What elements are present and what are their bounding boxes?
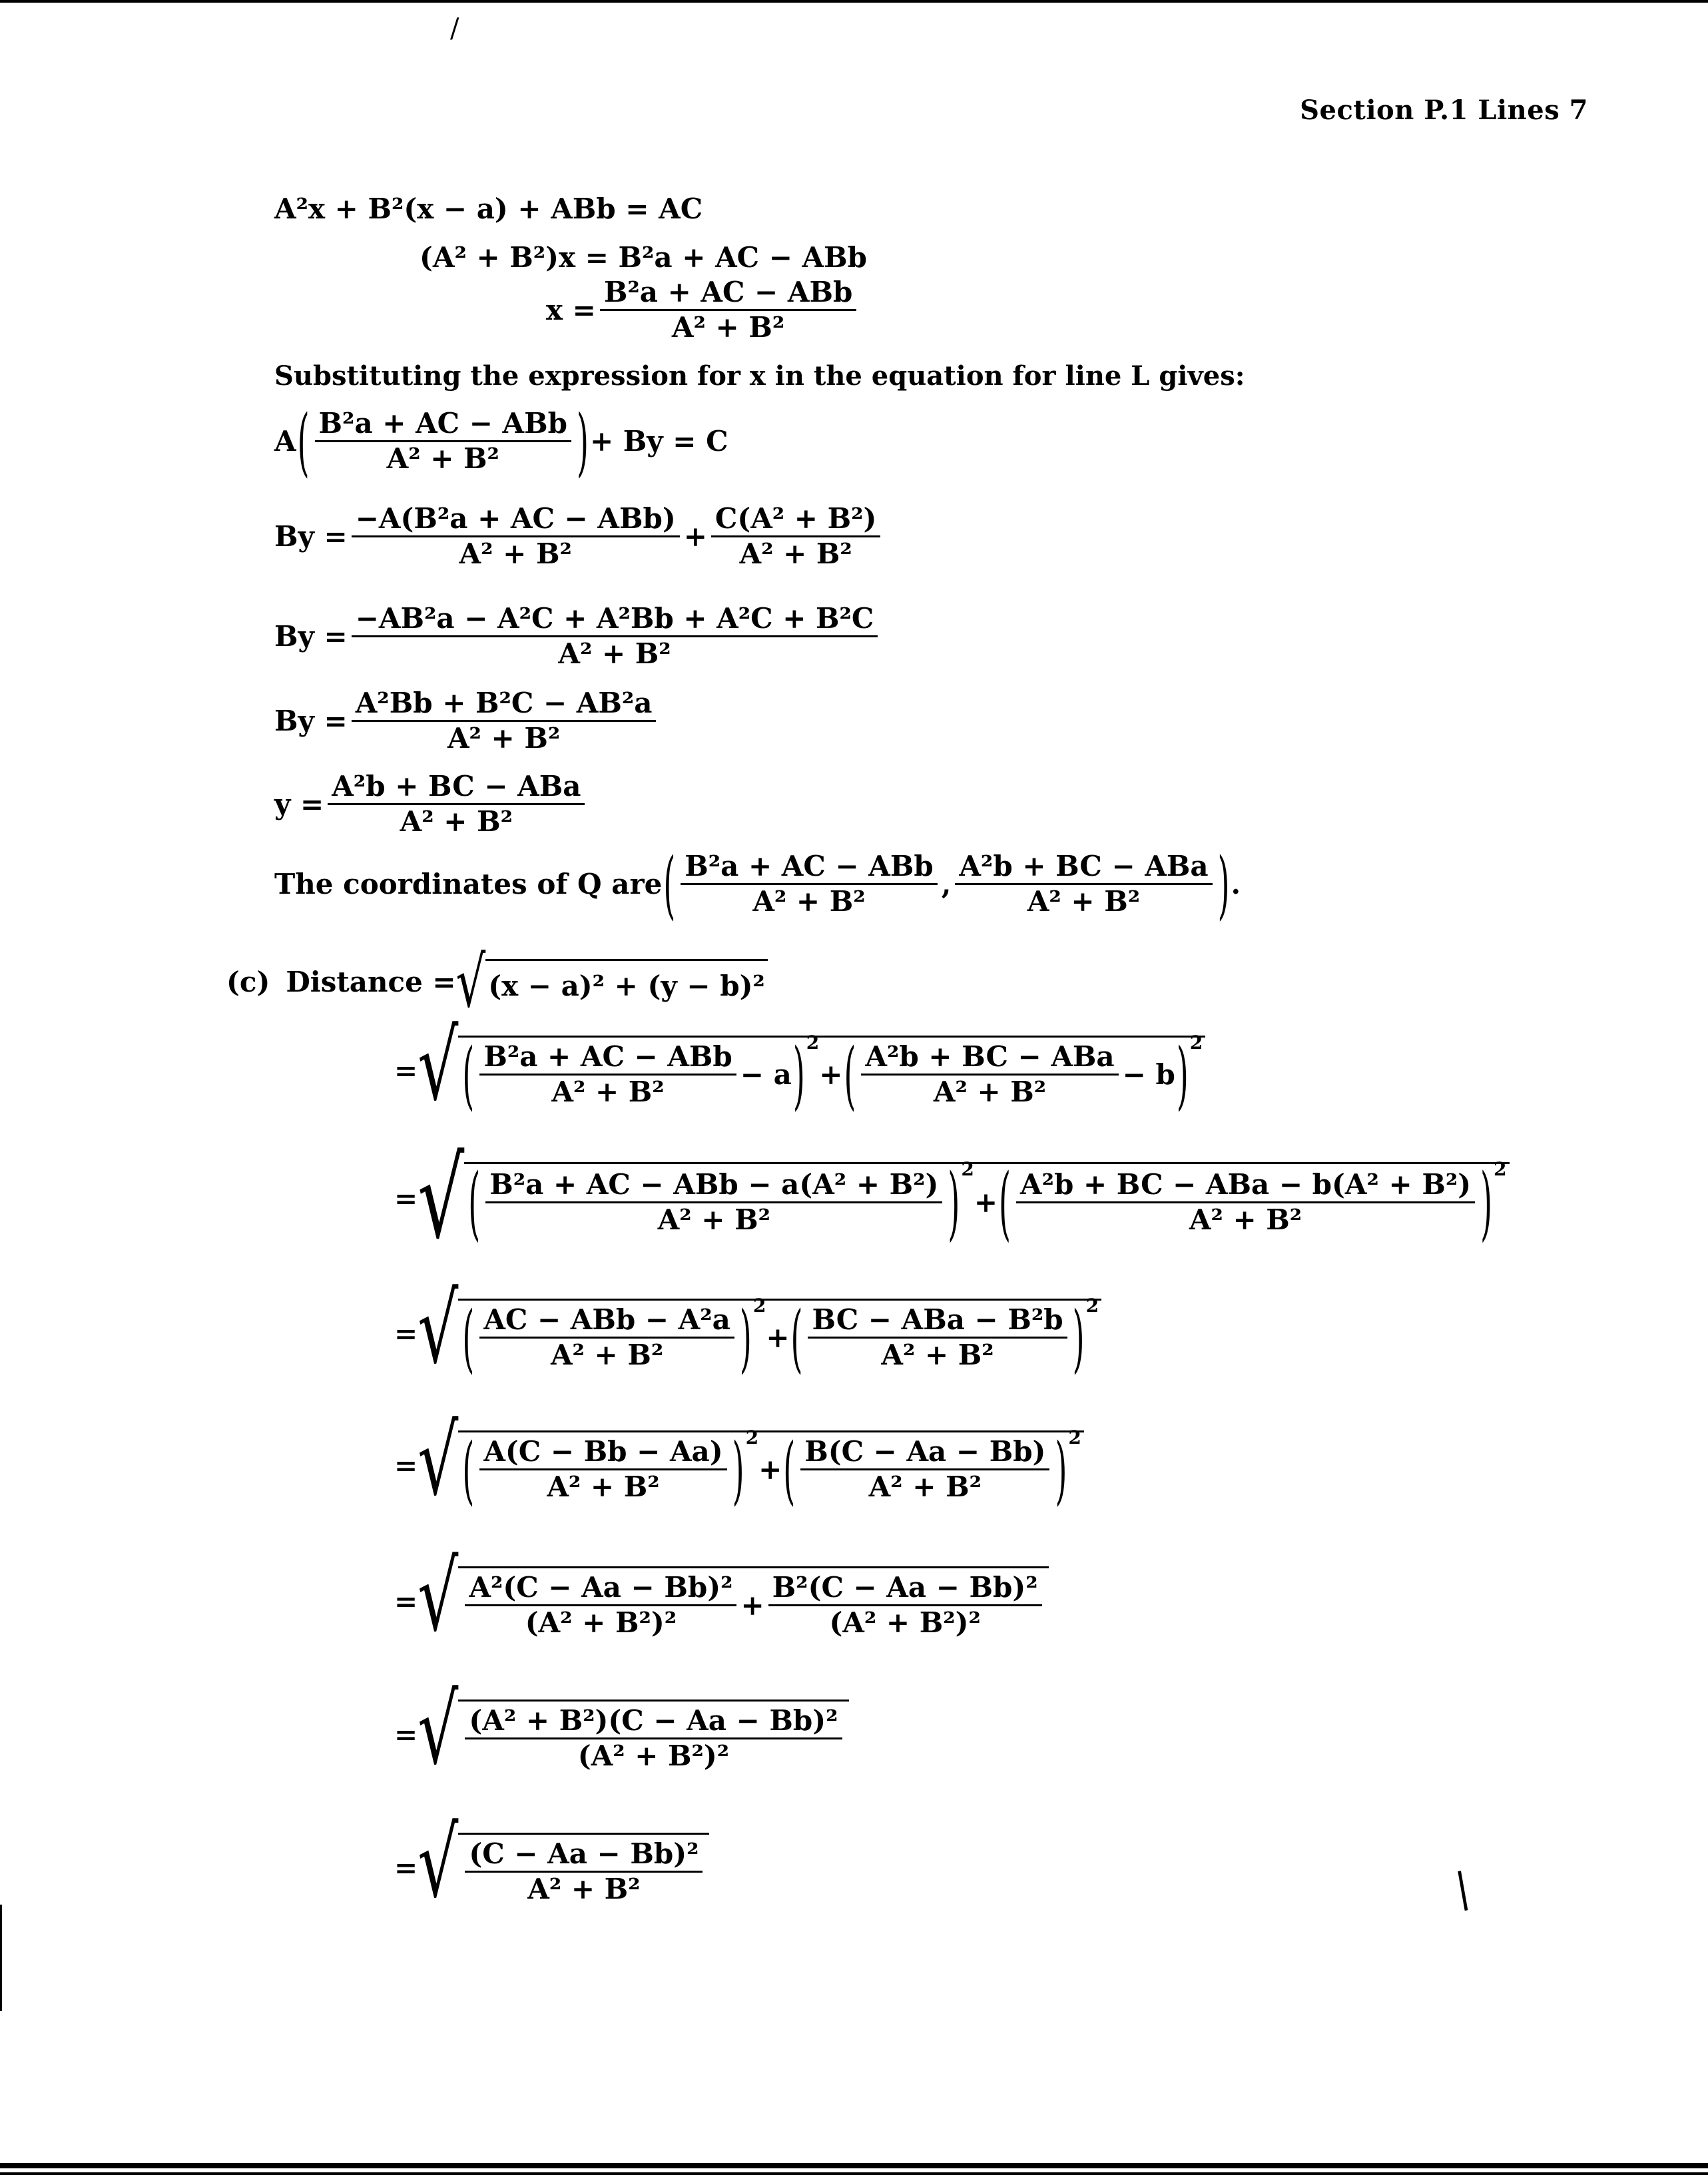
distance-line-4: = √ ( $\frac{A(C - Bb - Aa)}{\text{A² + B²}}$ ) 2 + ( $\frac{B(C - Aa - Bb)}{\text{A² + B²}}$ ) 2 [394, 1430, 1084, 1501]
fraction [465, 1571, 736, 1639]
fraction [352, 502, 680, 570]
fraction-denominator: A² + B² [386, 442, 499, 475]
square-root: √ ( AC − ABb − A²a A² + B² ) 2 + ( BC − ABa − B²b A² + B² ) 2 [418, 1299, 1101, 1369]
scan-mark: / [450, 13, 459, 44]
square-root: √ ( B²a + AC − ABb − a(A² + B²) A² + B² ) 2 + ( A²b + BC − ABa − b(A² + B²) A² + B² ) 2 [418, 1162, 1509, 1235]
distance-label: Distance = [286, 966, 456, 998]
fraction [465, 1704, 842, 1772]
fraction-numerator: B²a + AC − ABb [315, 410, 571, 442]
square-root: √ (x − a)² + (y − b)² [456, 959, 768, 1006]
by-step-1: A ( B²a + AC − ABb A² + B² ) + By = C [274, 398, 728, 485]
fraction-numerator: B²(C − Aa − Bb)² [768, 1574, 1042, 1606]
page-header: Section P.1 Lines 7 [1300, 95, 1588, 126]
radicand: $\frac{\text{A²(C − Aa − Bb)²}}{\text{(A² + B²)²}}$ + $\frac{\text{B²(C − Aa − Bb)²}}{\text{(A² + B²)²}}$ [458, 1566, 1048, 1637]
fraction-numerator: B²a + AC − ABb [681, 852, 937, 885]
substitute-text: Substituting the expression for x in the equation for line L gives: [274, 360, 1245, 392]
radicand: ( $\frac{A(C - Bb - Aa)}{\text{A² + B²}}$ ) 2 + ( $\frac{B(C - Aa - Bb)}{\text{A² + B²}}$ ) 2 [458, 1430, 1084, 1501]
fraction [485, 1168, 942, 1236]
distance-line-7: = √ $\frac{\text{(C − Aa − Bb)²}}{\text{A² + B²}}$ [394, 1833, 709, 1903]
fraction-denominator: A² + B² [671, 311, 785, 344]
fraction-numerator: B(C − Aa − Bb) [800, 1438, 1049, 1470]
y-equals: y = A²b + BC − ABa A² + B² [274, 773, 589, 836]
radicand: (x − a)² + (y − b)² [485, 959, 768, 1006]
fraction [711, 502, 880, 570]
distance-line-1: = √ ( B²a + AC − ABb A² + B² − a ) 2 + ( A²b + BC − ABa A² + B² − b ) 2 [394, 1036, 1205, 1106]
fraction-numerator: A²b + BC − ABa [955, 852, 1212, 885]
fraction-numerator: B²a + AC − ABb − a(A² + B²) [485, 1171, 942, 1203]
fraction-numerator: A²b + BC − ABa − b(A² + B²) [1016, 1171, 1475, 1203]
fraction [861, 1040, 1118, 1108]
fraction-numerator: −A(B²a + AC − ABb) [352, 505, 680, 537]
fraction-denominator: A² + B² [527, 1873, 641, 1905]
radicand: ( B²a + AC − ABb A² + B² − a ) 2 + ( A²b + BC − ABa A² + B² − b ) 2 [458, 1036, 1205, 1106]
fraction-numerator: C(A² + B²) [711, 505, 880, 537]
fraction-denominator: A² + B² [551, 1076, 665, 1108]
fraction-denominator: (A² + B²)² [577, 1739, 730, 1772]
coordinates-line: The coordinates of Q are ( B²a + AC − ABb A² + B² , A²b + BC − ABa A² + B² ) . [274, 840, 1241, 928]
fraction-numerator: A²b + BC − ABa [328, 773, 585, 805]
scan-edge-left [0, 1905, 2, 2011]
by-step-4: By = $\frac{\text{A²Bb + B²C − AB²a}}{\text{A² + B²}}$ [274, 689, 660, 753]
fraction-denominator: (A² + B²)² [829, 1606, 981, 1639]
fraction-denominator: A² + B² [657, 1203, 770, 1236]
distance-line-3: = √ ( AC − ABb − A²a A² + B² ) 2 + ( BC − ABa − B²b A² + B² ) 2 [394, 1299, 1101, 1369]
fraction-numerator: (C − Aa − Bb)² [465, 1840, 703, 1873]
fraction [681, 852, 937, 916]
fraction-denominator: A² + B² [400, 805, 513, 838]
fraction [808, 1303, 1067, 1371]
fraction-denominator: A² + B² [1189, 1203, 1302, 1236]
fraction-numerator: B²a + AC − ABb [479, 1043, 736, 1076]
fraction [800, 1435, 1049, 1503]
fraction [1016, 1168, 1475, 1236]
fraction [328, 770, 585, 838]
fraction [479, 1040, 736, 1108]
fraction-numerator: AC − ABb − A²a [479, 1306, 734, 1339]
fraction-numerator: BC − ABa − B²b [808, 1306, 1067, 1339]
distance-line-6: = √ $\frac{\text{(A² + B²)(C − Aa − Bb)²}}{\text{(A² + B²)²}}$ [394, 1700, 849, 1770]
fraction [768, 1571, 1042, 1639]
fraction-denominator: A² + B² [547, 1470, 660, 1503]
fraction [479, 1435, 726, 1503]
distance-line-2: = √ ( B²a + AC − ABb − a(A² + B²) A² + B² ) 2 + ( A²b + BC − ABa − b(A² + B²) A² + B² ) 2 [394, 1162, 1510, 1235]
fraction-denominator: A² + B² [868, 1470, 982, 1503]
fraction-denominator: A² + B² [752, 885, 866, 918]
fraction-numerator: A²Bb + B²C − AB²a [352, 689, 657, 722]
square-root: √ $\frac{\text{(A² + B²)(C − Aa − Bb)²}}{\text{(A² + B²)²}}$ [418, 1700, 848, 1770]
square-root: √ $\frac{\text{(C − Aa − Bb)²}}{\text{A² + B²}}$ [418, 1833, 709, 1903]
equation-line-1: A²x + B²(x − a) + ABb = AC [274, 192, 703, 225]
fraction [955, 852, 1212, 916]
radicand [458, 1833, 709, 1903]
fraction-numerator: A²(C − Aa − Bb)² [465, 1574, 736, 1606]
fraction-denominator: A² + B² [1027, 885, 1141, 918]
radicand: ( B²a + AC − ABb − a(A² + B²) A² + B² ) 2 + ( A²b + BC − ABa − b(A² + B²) A² + B² ) 2 [464, 1162, 1509, 1235]
equation-line-3 [546, 278, 860, 342]
fraction-numerator: (A² + B²)(C − Aa − Bb)² [465, 1707, 842, 1739]
by-step-3: By = $\frac{\text{−AB²a − A²C + A²Bb + A²C + B²C}}{\text{A² + B²}}$ [274, 605, 882, 668]
fraction [465, 1837, 703, 1905]
fraction-numerator: A²b + BC − ABa [861, 1043, 1118, 1076]
equation-line-2: (A² + B²)x = B²a + AC − ABb [420, 241, 867, 274]
distance-line-0 [226, 941, 768, 1024]
square-root: √ ( $\frac{A(C - Bb - Aa)}{\text{A² + B²}}$ ) 2 + ( $\frac{B(C - Aa - Bb)}{\text{A² + B²}}$ ) 2 [418, 1430, 1084, 1501]
fraction [479, 1303, 734, 1371]
fraction-numerator: B²a + AC − ABb [600, 278, 856, 311]
fraction [352, 602, 878, 670]
x-equals: x = [546, 293, 596, 326]
fraction-denominator: A² + B² [933, 1076, 1047, 1108]
part-label: (c) [226, 966, 270, 998]
scan-edge-top [0, 0, 1708, 3]
fraction-denominator: (A² + B²)² [525, 1606, 677, 1639]
radicand [458, 1700, 848, 1770]
fraction [352, 689, 657, 753]
distance-line-5: = √ $\frac{\text{A²(C − Aa − Bb)²}}{\text{(A² + B²)²}}$ + $\frac{\text{B²(C − Aa − Bb)²}}{\text{(A² + B²)²}}$ [394, 1566, 1049, 1637]
fraction-denominator: A² + B² [447, 722, 561, 755]
fraction-numerator: A(C − Bb − Aa) [479, 1438, 726, 1470]
fraction-denominator: A² + B² [459, 537, 572, 570]
square-root: √ $\frac{\text{A²(C − Aa − Bb)²}}{\text{(A² + B²)²}}$ + $\frac{\text{B²(C − Aa − Bb)²}}{\text{(A² + B²)²}}$ [418, 1566, 1048, 1637]
fraction-denominator: A² + B² [558, 637, 671, 670]
radicand: ( AC − ABb − A²a A² + B² ) 2 + ( BC − ABa − B²b A² + B² ) 2 [458, 1299, 1101, 1369]
scan-mark: | [1452, 1863, 1474, 1913]
fraction-denominator: A² + B² [739, 537, 852, 570]
x-fraction [600, 278, 856, 342]
scan-edge-bottom-2 [0, 2172, 1708, 2175]
coordinates-text: The coordinates of Q are [274, 867, 663, 900]
fraction-denominator: A² + B² [550, 1339, 664, 1371]
x-fraction [315, 407, 571, 475]
square-root: √ ( B²a + AC − ABb A² + B² − a ) 2 + ( A²b + BC − ABa A² + B² − b ) 2 [418, 1036, 1205, 1106]
by-step-1-tail: + By = C [589, 424, 728, 458]
fraction-denominator: A² + B² [881, 1339, 994, 1371]
scan-edge-bottom [0, 2163, 1708, 2168]
fraction-numerator: −AB²a − A²C + A²Bb + A²C + B²C [352, 605, 878, 637]
by-step-2: By = −A(B²a + AC − ABb) A² + B² + $\frac{\text{C(A² + B²)}}{\text{A² + B²}}$ [274, 505, 884, 568]
